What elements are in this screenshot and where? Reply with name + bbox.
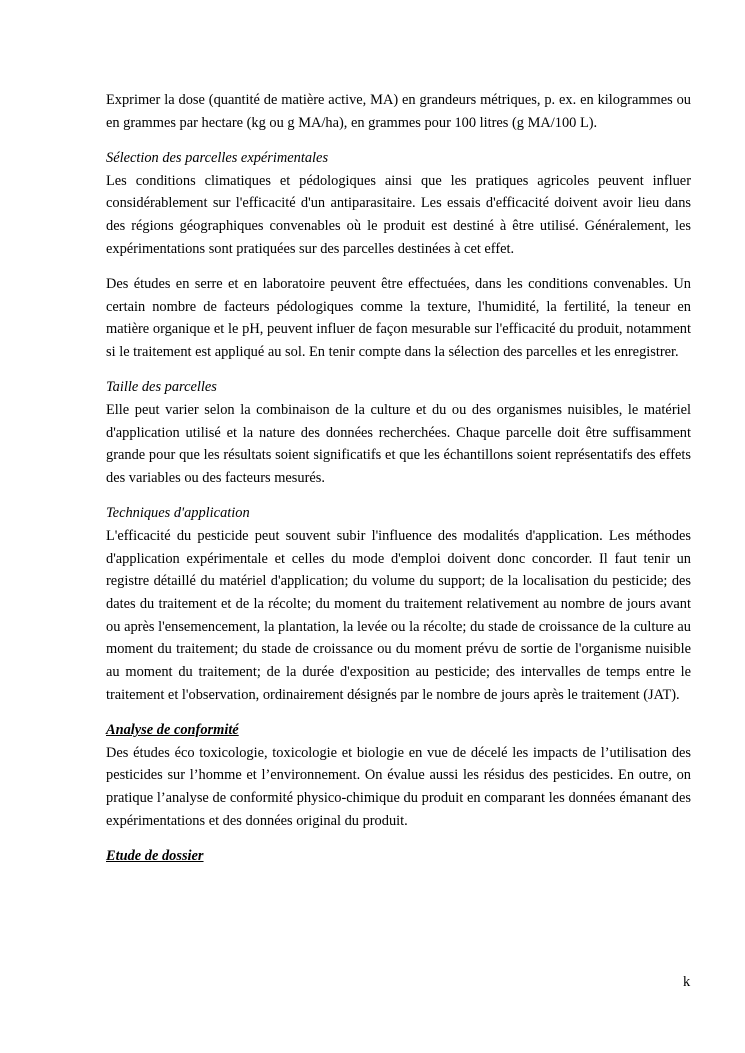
analyse-paragraph: Des études éco toxicologie, toxicologie et biologie en vue de décelé les impacts de l’utilisation des pesticides sur l’homme et l’environnement. On évalue aussi les résidus des pesticides. En outre, on pratique l’analyse de conformité physico-chimique du produit en comparant les données émanant des expérimentations et des données original du produit. bbox=[106, 744, 691, 829]
document-body bbox=[106, 89, 691, 868]
section-heading-techniques: Techniques d'application bbox=[106, 505, 250, 522]
section-heading-analyse: Analyse de conformité bbox=[106, 722, 239, 739]
dose-paragraph: Exprimer la dose (quantité de matière active, MA) en grandeurs métriques, p. ex. en kilogrammes ou en grammes par hectare (kg ou g MA/ha), en grammes pour 100 litres (g MA/100 L). bbox=[106, 92, 691, 131]
section-heading-etude: Etude de dossier bbox=[106, 848, 204, 865]
page-number: k bbox=[683, 974, 691, 990]
section-heading-selection: Sélection des parcelles expérimentales bbox=[106, 149, 329, 166]
selection-paragraph-1: Les conditions climatiques et pédologiques ainsi que les pratiques agricoles peuvent influer considérablement sur l'efficacité d'un antiparasitaire. Les essais d'efficacité doivent avoir lieu dans des régions géographiques convenables où le produit est destiné à être utilisé. Généralement, les expérimentations sont pratiquées sur des parcelles destinées à cet effet. bbox=[106, 172, 691, 257]
techniques-paragraph: L'efficacité du pesticide peut souvent subir l'influence des modalités d'application. Les méthodes d'application expérimentale et celles du mode d'emploi doivent donc concorder. Il faut tenir un registre détaillé du matériel d'application; du volume du support; de la localisation du pesticide; des dates du traitement et de la récolte; du moment du traitement relativement au nombre de jours avant ou après l'ensemencement, la plantation, la levée ou la récolte; du stade de croissance de la culture au moment du traitement; du stade de croissance ou du moment prévu de sortie de l'organisme nuisible au moment du traitement; de la durée d'exposition au pesticide; des intervalles de temps entre le traitement et l'observation, ordinairement désignés par le nombre de jours après le traitement (JAT). bbox=[106, 527, 691, 703]
section-heading-taille: Taille des parcelles bbox=[106, 379, 217, 396]
selection-paragraph-2: Des études en serre et en laboratoire peuvent être effectuées, dans les conditions convenables. Un certain nombre de facteurs pédologiques comme la texture, l'humidité, la fertilité, la teneur en matière organique et le pH, peuvent influer de façon mesurable sur l'efficacité du produit, notamment si le traitement est appliqué au sol. En tenir compte dans la sélection des parcelles et les enregistrer. bbox=[106, 275, 691, 361]
taille-paragraph: Elle peut varier selon la combinaison de la culture et du ou des organismes nuisibles, le matériel d'application utilisé et la nature des données recherchées. Chaque parcelle doit être suffisamment grande pour que les résultats soient significatifs et que les échantillons soient représentatifs des effets des variables ou des facteurs mesurés. bbox=[106, 401, 691, 487]
